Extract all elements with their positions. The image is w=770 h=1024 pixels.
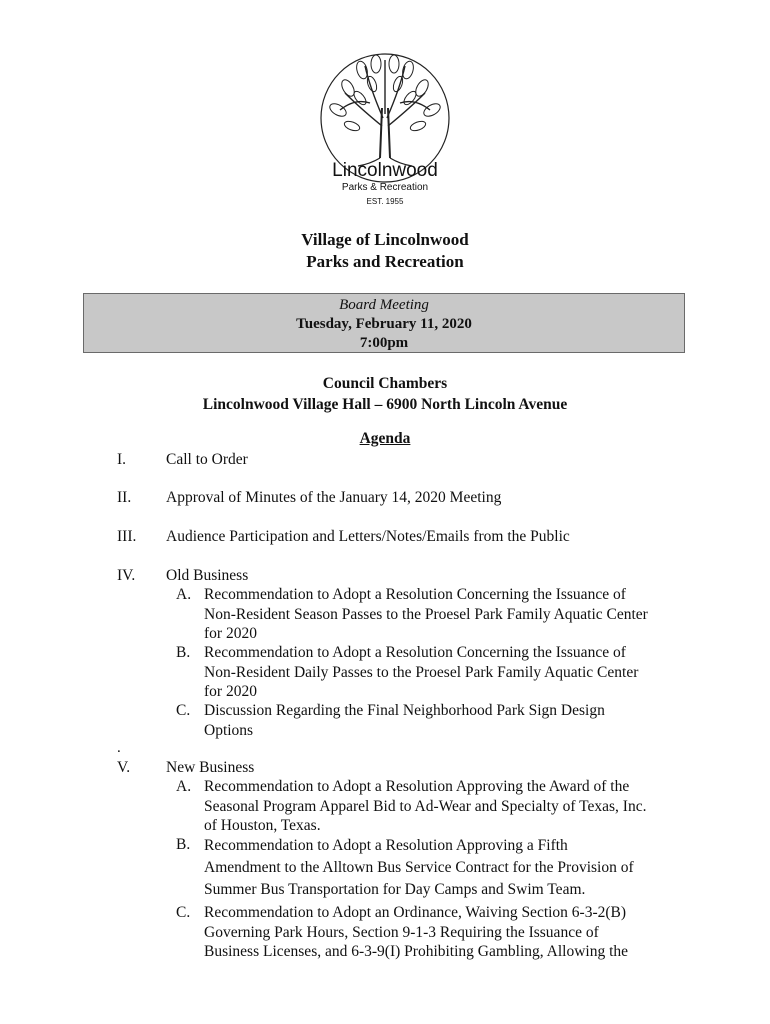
agenda-item-text: Call to Order	[166, 451, 248, 468]
meeting-location	[0, 373, 770, 415]
lincolnwood-logo	[310, 48, 460, 218]
sub-item-text: Recommendation to Adopt a Resolution Approving a Fifth Amendment to the Alltown Bus Service Contract for the Provision of Summer Bus Transportation for Day Camps and Swim Team.	[204, 837, 634, 898]
sub-item-text: Recommendation to Adopt a Resolution Approving the Award of the Seasonal Program Apparel Bid to Ad-Wear and Specialty of Texas, Inc. of Houston, Texas.	[204, 778, 647, 834]
sub-item-letter: B.	[176, 836, 191, 853]
stray-mark: .	[117, 740, 121, 756]
agenda-item-number: IV.	[117, 567, 136, 584]
agenda-heading: Agenda	[359, 430, 411, 447]
meeting-info-box	[83, 293, 685, 353]
agenda-item-number: I.	[117, 451, 127, 468]
agenda-item-text: Approval of Minutes of the January 14, 2020 Meeting	[166, 489, 502, 506]
sub-item-letter: C.	[176, 904, 191, 921]
meeting-date: Tuesday, February 11, 2020	[296, 316, 472, 332]
location-room: Council Chambers	[322, 375, 448, 392]
agenda-item-text: New Business	[166, 759, 255, 776]
title-line-1: Village of Lincolnwood	[301, 230, 469, 249]
svg-text:Lincolnwood: Lincolnwood	[332, 160, 438, 181]
title-line-2: Parks and Recreation	[306, 252, 464, 271]
sub-item-letter: C.	[176, 702, 191, 719]
agenda-item-number: II.	[117, 489, 132, 506]
location-address: Lincolnwood Village Hall – 6900 North Lincoln Avenue	[202, 396, 568, 413]
agenda-item-text: Old Business	[166, 567, 249, 584]
agenda-item-text: Audience Participation and Letters/Notes/Emails from the Public	[166, 528, 570, 545]
agenda-item-number: III.	[117, 528, 137, 545]
agenda-item-number: V.	[117, 759, 131, 776]
meeting-type: Board Meeting	[339, 297, 429, 313]
sub-item-text: Recommendation to Adopt a Resolution Concerning the Issuance of Non-Resident Season Passes to the Proesel Park Family Aquatic Center for 2020	[204, 586, 648, 642]
sub-item-text: Discussion Regarding the Final Neighborhood Park Sign Design Options	[204, 702, 605, 739]
sub-item-letter: A.	[176, 778, 192, 795]
tree-logo-icon	[310, 48, 460, 218]
sub-item-letter: A.	[176, 586, 192, 603]
sub-item-letter: B.	[176, 644, 191, 661]
svg-text:Parks & Recreation: Parks & Recreation	[341, 182, 429, 193]
meeting-time: 7:00pm	[359, 335, 409, 351]
sub-item-text: Recommendation to Adopt a Resolution Concerning the Issuance of Non-Resident Daily Passes to the Proesel Park Family Aquatic Center for 2020	[204, 644, 639, 700]
svg-text:EST. 1955: EST. 1955	[366, 197, 404, 206]
sub-item-text: Recommendation to Adopt an Ordinance, Waiving Section 6-3-2(B) Governing Park Hours, Section 9-1-3 Requiring the Issuance of Business Licenses, and 6-3-9(I) Prohibiting Gambling, Allowing the	[204, 904, 629, 960]
page-title	[0, 229, 770, 273]
